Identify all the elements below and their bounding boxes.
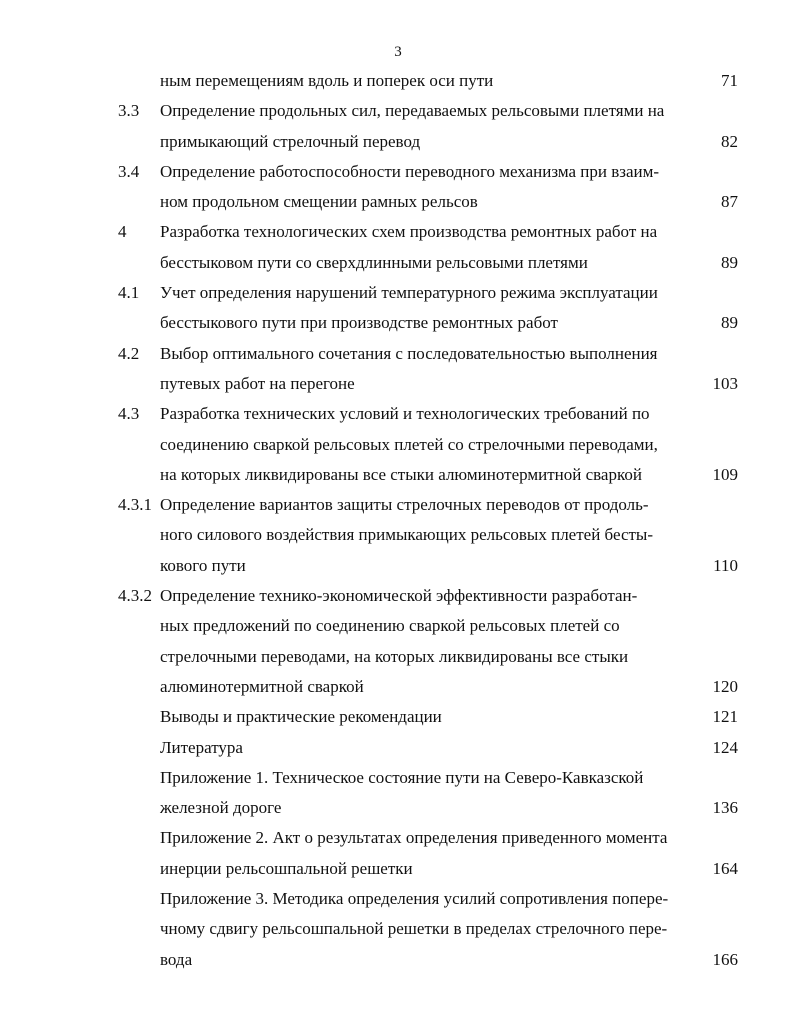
toc-entry-text: Определение работоспособности переводного механизма при взаим- bbox=[160, 161, 660, 181]
toc-entry-text: стрелочными переводами, на которых ликвидированы все стыки bbox=[160, 646, 629, 666]
toc-entry-page: 166 bbox=[712, 949, 738, 969]
toc-entry-text: путевых работ на перегоне bbox=[160, 373, 355, 393]
toc-entry-number: 4.1 bbox=[118, 283, 140, 303]
toc-entry-number: 3.3 bbox=[118, 101, 140, 121]
toc-entry-text: железной дороге bbox=[160, 798, 282, 818]
toc-entry-text: примыкающий стрелочный перевод bbox=[160, 131, 421, 151]
toc-entry bbox=[0, 339, 796, 400]
toc-entry-text: ного силового воздействия примыкающих рельсовых плетей бесты- bbox=[160, 525, 653, 545]
toc-entry bbox=[0, 96, 796, 157]
toc-entry-text: вода bbox=[160, 949, 193, 969]
toc-entry bbox=[0, 278, 796, 339]
toc-entry-page: 89 bbox=[721, 313, 738, 333]
toc-entry bbox=[0, 763, 796, 824]
toc-entry-page: 89 bbox=[721, 252, 738, 272]
table-of-contents bbox=[0, 66, 796, 975]
toc-entry-text: Определение технико-экономической эффективности разработан- bbox=[160, 586, 638, 606]
toc-entry-text: Приложение 3. Методика определения усилий сопротивления попере- bbox=[160, 889, 669, 909]
toc-entry bbox=[0, 66, 796, 96]
toc-entry-number: 4.3 bbox=[118, 404, 140, 424]
toc-entry-text: бесстыкового пути при производстве ремонтных работ bbox=[160, 313, 558, 333]
toc-entry bbox=[0, 581, 796, 702]
toc-entry-text: чному сдвигу рельсошпальной решетки в пределах стрелочного пере- bbox=[160, 919, 668, 939]
toc-entry-text: Выбор оптимального сочетания с последовательностью выполнения bbox=[160, 343, 658, 363]
toc-entry-page: 164 bbox=[712, 858, 738, 878]
toc-entry-page: 120 bbox=[712, 676, 738, 696]
toc-entry-text: бесстыковом пути со сверхдлинными рельсовыми плетями bbox=[160, 252, 588, 272]
toc-entry bbox=[0, 702, 796, 732]
toc-entry-text: алюминотермитной сваркой bbox=[160, 676, 364, 696]
toc-entry-text: ных предложений по соединению сваркой рельсовых плетей со bbox=[160, 616, 620, 636]
toc-entry-number: 4.3.2 bbox=[118, 586, 152, 606]
toc-entry-text: Выводы и практические рекомендации bbox=[160, 707, 442, 727]
toc-entry-page: 110 bbox=[713, 555, 738, 575]
toc-entry bbox=[0, 157, 796, 218]
toc-entry-number: 3.4 bbox=[118, 161, 140, 181]
toc-entry bbox=[0, 490, 796, 581]
toc-entry-page: 87 bbox=[721, 192, 738, 212]
toc-entry-text: ном продольном смещении рамных рельсов bbox=[160, 192, 478, 212]
toc-entry bbox=[0, 884, 796, 975]
toc-entry-number: 4.2 bbox=[118, 343, 140, 363]
toc-entry-page: 103 bbox=[712, 373, 738, 393]
toc-entry-text: кового пути bbox=[160, 555, 246, 575]
toc-entry-text: соединению сваркой рельсовых плетей со стрелочными переводами, bbox=[160, 434, 658, 454]
toc-entry-page: 109 bbox=[712, 464, 738, 484]
toc-entry bbox=[0, 399, 796, 490]
toc-entry-text: на которых ликвидированы все стыки алюминотермитной сваркой bbox=[160, 464, 642, 484]
toc-entry-number: 4 bbox=[118, 222, 127, 242]
toc-entry bbox=[0, 733, 796, 763]
toc-entry-page: 124 bbox=[712, 737, 738, 757]
toc-entry-page: 82 bbox=[721, 131, 738, 151]
toc-entry-number: 4.3.1 bbox=[118, 495, 152, 515]
toc-entry-text: Определение продольных сил, передаваемых рельсовыми плетями на bbox=[160, 101, 665, 121]
toc-entry-page: 71 bbox=[721, 71, 738, 90]
toc-entry bbox=[0, 823, 796, 884]
toc-entry bbox=[0, 217, 796, 278]
toc-entry-text: инерции рельсошпальной решетки bbox=[160, 858, 413, 878]
toc-entry-page: 121 bbox=[712, 707, 738, 727]
toc-entry-text: ным перемещениям вдоль и поперек оси пути bbox=[160, 71, 494, 90]
toc-entry-text: Приложение 2. Акт о результатах определения приведенного момента bbox=[160, 828, 668, 848]
toc-entry-text: Разработка технических условий и технологических требований по bbox=[160, 404, 650, 424]
toc-entry-page: 136 bbox=[712, 798, 738, 818]
toc-entry-text: Приложение 1. Техническое состояние пути на Северо-Кавказской bbox=[160, 767, 644, 787]
toc-entry-text: Литература bbox=[160, 737, 243, 757]
page-number: 3 bbox=[394, 44, 402, 60]
toc-entry-text: Определение вариантов защиты стрелочных переводов от продоль- bbox=[160, 495, 649, 515]
toc-entry-text: Разработка технологических схем производства ремонтных работ на bbox=[160, 222, 658, 242]
toc-entry-text: Учет определения нарушений температурного режима эксплуатации bbox=[160, 283, 658, 303]
